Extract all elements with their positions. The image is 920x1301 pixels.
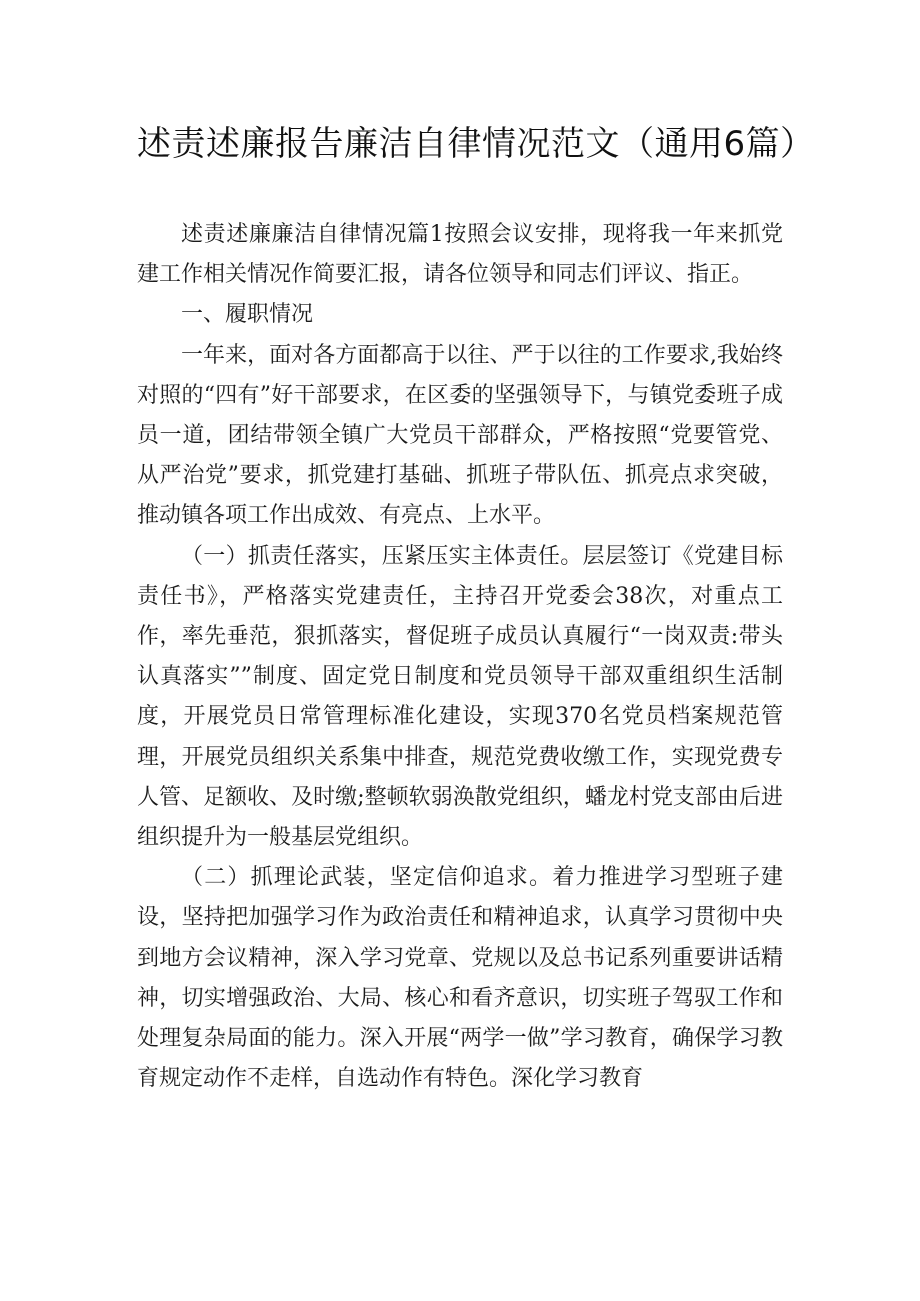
paragraph-intro: 述责述廉廉洁自律情况篇1按照会议安排，现将我一年来抓党建工作相关情况作简要汇报，请各位领导和同志们评议、指正。: [137, 222, 783, 288]
paragraph-item-1: （一）抓责任落实，压紧压实主体责任。层层签订《党建目标责任书》，严格落实党建责任，主持召开党委会38次，对重点工作，率先垂范，狠抓落实，督促班子成员认真履行“一岗双责:带头认真落实””制度、固定党日制度和党员领导干部双重组织生活制度，开展党员日常管理标准化建设，实现370名党员档案规范管理，开展党员组织关系集中排查，规范党费收缴工作，实现党费专人管、足额收、及时缴;整顿软弱涣散党组织，蟠龙村党支部由后进组织提升为一般基层党组织。: [137, 543, 783, 851]
paragraph-overview: 一年来，面对各方面都高于以往、严于以往的工作要求,我始终对照的“四有”好干部要求，在区委的坚强领导下，与镇党委班子成员一道，团结带领全镇广大党员干部群众，严格按照“党要管党、从严治党”要求，抓党建打基础、抓班子带队伍、抓亮点求突破，推动镇各项工作出成效、有亮点、上水平。: [137, 342, 783, 529]
document-body: [137, 215, 783, 1099]
paragraph-item-2: （二）抓理论武装，坚定信仰追求。着力推进学习型班子建设，坚持把加强学习作为政治责任和精神追求，认真学习贯彻中央到地方会议精神，深入学习党章、党规以及总书记系列重要讲话精神，切实增强政治、大局、核心和看齐意识，切实班子驾驭工作和处理复杂局面的能力。深入开展“两学一做”学习教育，确保学习教育规定动作不走样，自选动作有特色。深化学习教育: [137, 865, 783, 1092]
document-title: 述责述廉报告廉洁自律情况范文（通用6篇）: [137, 124, 815, 164]
section-heading: 一、履职情况: [181, 302, 314, 328]
